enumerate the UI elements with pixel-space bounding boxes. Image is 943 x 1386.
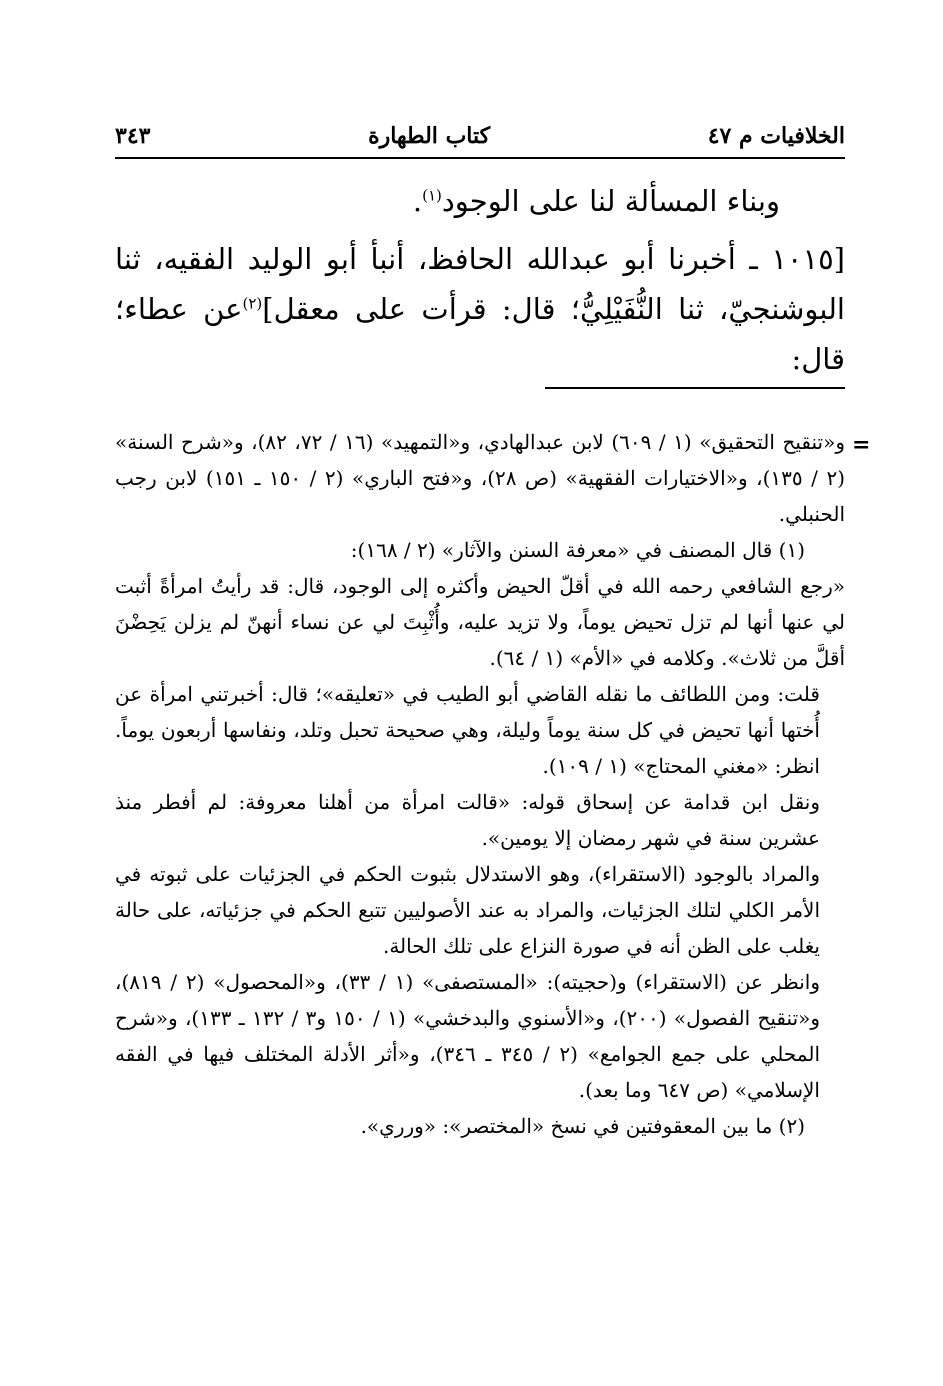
footnotes	[115, 424, 845, 1144]
page-number: ٣٤٣	[115, 123, 151, 149]
continuation-mark: =	[852, 432, 871, 458]
page-header	[115, 118, 845, 154]
footnote-2: (٢) ما بين المعقوفتين في نسخ «المختصر»: «ورري».	[360, 1114, 805, 1138]
footnote-1-quote: «رجع الشافعي رحمه الله في أقلّ الحيض وأكثره إلى الوجود، قال: قد رأيتُ امرأةً أثبت لي عنها أنها لم تزل تحيض يوماً، ولا تزيد عليه، وأُثْبِتَ لي عن نساء أنهنّ لم يزلن يَحِضْنَ أقلَّ من ثلاث». وكلامه في «الأم» (١ / ٦٤).	[115, 574, 846, 670]
footnote-1-paragraph: والمراد بالوجود (الاستقراء)، وهو الاستدلال بثبوت الحكم في الجزئيات على ثبوته في الأمر الكلي لتلك الجزئيات، والمراد به عند الأصوليين تتبع الحكم في جزئياته، على حالة يغلب على الظن أنه في صورة النزاع على تلك الحالة.	[115, 862, 820, 958]
hadith-chain: [١٠١٥ ـ أخبرنا أبو عبدالله الحافظ، أنبأ أبو الوليد الفقيه، ثنا البوشنجيّ، ثنا النُّفَيْلِيُّ؛ قال: قرأت على معقل]	[115, 242, 845, 326]
footnote-1-paragraph: قلت: ومن اللطائف ما نقله القاضي أبو الطيب في «تعليقه»؛ قال: أخبرتني امرأة عن أُختها أنها تحيض في كل سنة يوماً وليلة، وهي صحيحة تحبل وتلد، ونفاسها أربعون يوماً. انظر: «مغني المحتاج» (١ / ١٠٩).	[115, 682, 820, 778]
footnote-ref-1: (١)	[422, 186, 442, 205]
main-text	[115, 176, 845, 384]
footnote-rule	[545, 387, 845, 389]
footnote-continuation: و«تنقيح التحقيق» (١ / ٦٠٩) لابن عبدالهادي، و«التمهيد» (١٦ / ٧٢، ٨٢)، و«شرح السنة» (٢ / ١٣٥)، و«الاختيارات الفقهية» (ص ٢٨)، و«فتح الباري» (٢ / ١٥٠ ـ ١٥١) لابن رجب الحنبلي.	[115, 430, 846, 526]
header-rule	[115, 157, 845, 159]
main-text-end: .	[412, 184, 423, 218]
running-title: الخلافيات م ٤٧	[707, 123, 845, 149]
footnote-1-paragraph: ونقل ابن قدامة عن إسحاق قوله: «قالت امرأة من أهلنا معروفة: لم أفطر منذ عشرين سنة في شهر رمضان إلا يومين».	[115, 790, 820, 850]
hadith-chain-end: عن عطاء؛ قال:	[115, 292, 845, 376]
main-paragraph-1	[115, 176, 845, 226]
main-text-line: وبناء المسألة لنا على الوجود	[441, 184, 780, 218]
main-paragraph-2	[115, 234, 845, 384]
footnote-1-paragraph: وانظر عن (الاستقراء) و(حجيته): «المستصفى» (١ / ٣٣)، و«المحصول» (٢ / ٨١٩)، و«تنقيح الفصول» (٢٠٠)، و«الأسنوي والبدخشي» (١ / ١٥٠ و٣ / ١٣٢ ـ ١٣٣)، و«شرح المحلي على جمع الجوامع» (٢ / ٣٤٥ ـ ٣٤٦)، و«أثر الأدلة المختلف فيها في الفقه الإسلامي» (ص ٦٤٧ وما بعد).	[115, 970, 821, 1102]
footnote-1-intro: (١) قال المصنف في «معرفة السنن والآثار» (٢ / ١٦٨):	[350, 538, 805, 562]
footnote-ref-2: (٢)	[242, 294, 263, 313]
section-title: كتاب الطهارة	[368, 123, 491, 149]
